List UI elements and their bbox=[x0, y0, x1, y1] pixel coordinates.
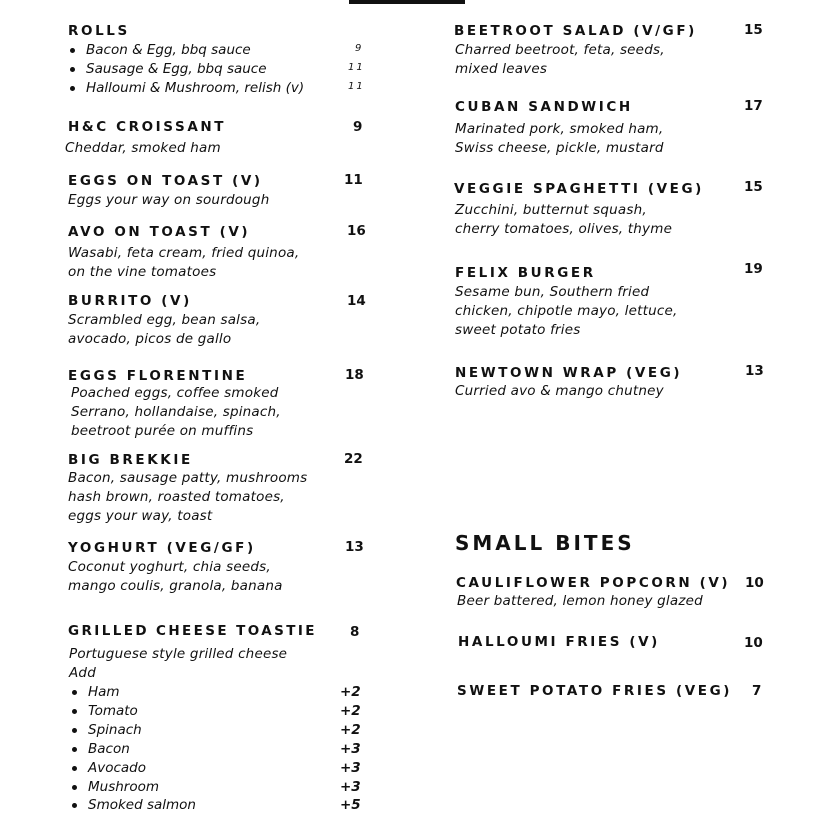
item-name: EGGS FLORENTINE bbox=[68, 368, 248, 384]
item-price: 19 bbox=[744, 261, 763, 277]
item-price: 15 bbox=[744, 179, 763, 195]
bullet-icon bbox=[72, 803, 77, 808]
item-price: 17 bbox=[744, 98, 763, 114]
item-price: 10 bbox=[744, 635, 763, 651]
roll-option: Halloumi & Mushroom, relish (v) bbox=[86, 79, 304, 98]
add-on-option: Ham bbox=[88, 683, 120, 702]
item-description: Coconut yoghurt, chia seeds, bbox=[68, 559, 271, 575]
item-description: Poached eggs, coffee smoked bbox=[71, 385, 279, 401]
roll-option: Sausage & Egg, bbq sauce bbox=[86, 60, 267, 79]
roll-option-price: 11 bbox=[348, 62, 365, 73]
item-price: 15 bbox=[744, 22, 763, 38]
add-on-price: +2 bbox=[340, 703, 361, 719]
item-description: chicken, chipotle mayo, lettuce, bbox=[455, 303, 678, 319]
add-on-price: +3 bbox=[340, 760, 361, 776]
item-name: VEGGIE SPAGHETTI (VEG) bbox=[454, 181, 704, 197]
item-description: Scrambled egg, bean salsa, bbox=[68, 312, 261, 328]
item-name: NEWTOWN WRAP (VEG) bbox=[455, 365, 683, 381]
add-on-option: Mushroom bbox=[88, 778, 159, 797]
item-description: Curried avo & mango chutney bbox=[455, 383, 664, 399]
bullet-icon bbox=[70, 67, 75, 72]
item-name: CUBAN SANDWICH bbox=[455, 99, 633, 115]
item-name: FELIX BURGER bbox=[455, 265, 596, 281]
bullet-icon bbox=[70, 86, 75, 91]
add-on-price: +2 bbox=[340, 684, 361, 700]
add-on-price: +2 bbox=[340, 722, 361, 738]
item-name: AVO ON TOAST (V) bbox=[68, 224, 251, 240]
bullet-icon bbox=[72, 728, 77, 733]
item-description: Marinated pork, smoked ham, bbox=[455, 121, 664, 137]
item-price: 13 bbox=[745, 363, 764, 379]
bullet-icon bbox=[72, 709, 77, 714]
item-price: 14 bbox=[347, 293, 366, 309]
item-name: GRILLED CHEESE TOASTIE bbox=[68, 623, 317, 639]
add-ons-label: Add bbox=[69, 665, 96, 681]
bullet-icon bbox=[72, 690, 77, 695]
item-description: Swiss cheese, pickle, mustard bbox=[455, 140, 664, 156]
add-on-option: Spinach bbox=[88, 721, 142, 740]
bullet-icon bbox=[72, 747, 77, 752]
bullet-icon bbox=[70, 48, 75, 53]
item-name: BIG BREKKIE bbox=[68, 452, 193, 468]
item-description: Portuguese style grilled cheese bbox=[69, 646, 288, 662]
item-name: ROLLS bbox=[68, 23, 130, 39]
item-name: HALLOUMI FRIES (V) bbox=[458, 634, 660, 650]
item-description: sweet potato fries bbox=[455, 322, 581, 338]
item-description: Wasabi, feta cream, fried quinoa, bbox=[68, 245, 300, 261]
item-description: hash brown, roasted tomatoes, bbox=[68, 489, 285, 505]
item-price: 11 bbox=[344, 172, 363, 188]
item-description: avocado, picos de gallo bbox=[68, 331, 232, 347]
top-decorative-bar bbox=[349, 0, 465, 4]
item-description: eggs your way, toast bbox=[68, 508, 213, 524]
item-description: cherry tomatoes, olives, thyme bbox=[455, 221, 673, 237]
item-name: BEETROOT SALAD (V/GF) bbox=[454, 23, 697, 39]
item-description: beetroot purée on muffins bbox=[71, 423, 254, 439]
item-price: 9 bbox=[353, 119, 363, 135]
add-on-option: Bacon bbox=[88, 740, 130, 759]
item-price: 7 bbox=[752, 683, 762, 699]
add-on-option: Smoked salmon bbox=[88, 796, 196, 815]
add-on-price: +3 bbox=[340, 741, 361, 757]
item-description: Cheddar, smoked ham bbox=[65, 140, 221, 156]
bullet-icon bbox=[72, 785, 77, 790]
item-name: CAULIFLOWER POPCORN (V) bbox=[456, 575, 731, 591]
item-price: 18 bbox=[345, 367, 364, 383]
item-description: mixed leaves bbox=[455, 61, 548, 77]
item-price: 8 bbox=[350, 624, 360, 640]
item-name: H&C CROISSANT bbox=[68, 119, 227, 135]
add-on-option: Tomato bbox=[88, 702, 138, 721]
item-price: 13 bbox=[345, 539, 364, 555]
item-description: Zucchini, butternut squash, bbox=[455, 202, 647, 218]
item-description: Bacon, sausage patty, mushrooms bbox=[68, 470, 308, 486]
roll-option-price: 11 bbox=[348, 81, 365, 92]
roll-option: Bacon & Egg, bbq sauce bbox=[86, 41, 251, 60]
item-description: Serrano, hollandaise, spinach, bbox=[71, 404, 281, 420]
item-description: on the vine tomatoes bbox=[68, 264, 217, 280]
add-on-option: Avocado bbox=[88, 759, 146, 778]
item-name: EGGS ON TOAST (V) bbox=[68, 173, 263, 189]
item-description: Beer battered, lemon honey glazed bbox=[457, 593, 703, 609]
item-name: BURRITO (V) bbox=[68, 293, 192, 309]
roll-option-price: 9 bbox=[355, 43, 364, 54]
section-title: SMALL BITES bbox=[455, 531, 635, 555]
item-description: Eggs your way on sourdough bbox=[68, 192, 270, 208]
item-name: SWEET POTATO FRIES (VEG) bbox=[457, 683, 733, 699]
item-price: 16 bbox=[347, 223, 366, 239]
bullet-icon bbox=[72, 766, 77, 771]
item-price: 22 bbox=[344, 451, 363, 467]
add-on-price: +3 bbox=[340, 779, 361, 795]
item-price: 10 bbox=[745, 575, 764, 591]
item-name: YOGHURT (VEG/GF) bbox=[68, 540, 256, 556]
item-description: Sesame bun, Southern fried bbox=[455, 284, 650, 300]
item-description: mango coulis, granola, banana bbox=[68, 578, 283, 594]
item-description: Charred beetroot, feta, seeds, bbox=[455, 42, 665, 58]
add-on-price: +5 bbox=[340, 797, 361, 813]
